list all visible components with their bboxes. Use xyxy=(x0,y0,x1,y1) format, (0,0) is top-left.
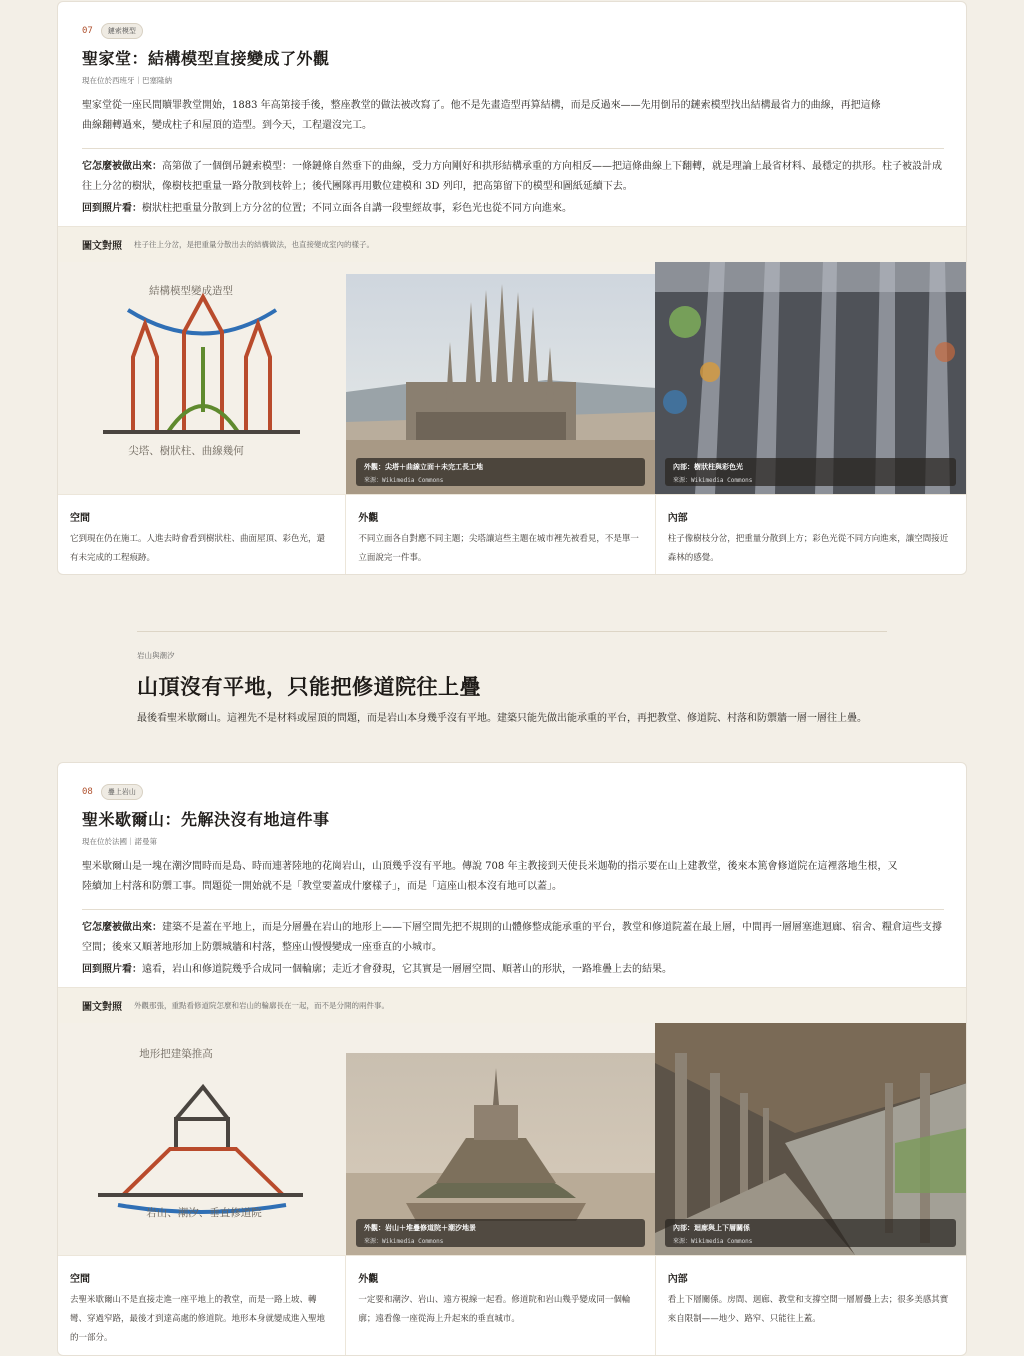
how-text: 建築不是蓋在平地上，而是分層疊在岩山的地形上——下層空間先把不規則的山體修整成能承重的平台，教堂和修道院蓋在最上層，中間再一層層塞進迴廊、宿舍、糧倉這些支撐空間；後來又順著地形加上防禦城牆和村落，整座山慢慢變成一座垂直的小城市。 xyxy=(82,922,942,953)
card-mont-saint-michel xyxy=(57,762,967,1356)
photo-caption xyxy=(665,1219,956,1247)
structure-diagram xyxy=(58,262,346,494)
caption-source: 來源：Wikimedia Commons xyxy=(673,1238,753,1245)
how-label: 它怎麼被做出來： xyxy=(82,161,162,172)
description-columns xyxy=(58,494,966,575)
diagram-top-label: 地形把建築推高 xyxy=(139,1048,213,1060)
image-panels xyxy=(58,1023,966,1255)
how-paragraph xyxy=(82,918,944,958)
column-text: 它到現在仍在施工。人進去時會看到樹狀柱、曲面屋頂、彩色光，還有未完成的工程痕跡。 xyxy=(70,534,326,563)
exterior-photo[interactable] xyxy=(346,1023,655,1255)
strip-text: 外觀那張，重點看修道院怎麼和岩山的輪廓長在一起，而不是分開的兩件事。 xyxy=(134,1001,389,1010)
column-space xyxy=(58,495,345,575)
column-exterior xyxy=(345,495,654,575)
section-text: 最後看聖米歇爾山。這裡先不是材料或屋頂的問題，而是岩山本身幾乎沒有平地。建築只能先做出能承重的平台，再把教堂、修道院、村落和防禦牆一層一層往上疊。 xyxy=(137,713,867,724)
meta-row xyxy=(82,783,942,801)
photo-caption xyxy=(356,1219,645,1247)
column-heading: 內部 xyxy=(667,1274,688,1285)
spire-left xyxy=(133,324,157,430)
caption-title: 外觀：尖塔＋曲線立面＋未完工長工地 xyxy=(364,463,483,471)
structure-diagram-svg xyxy=(58,262,346,494)
spire-right xyxy=(246,324,270,430)
description-columns xyxy=(58,1255,966,1355)
photo-caption xyxy=(356,458,645,486)
photo-caption xyxy=(665,458,956,486)
back-text: 樹狀柱把重量分散到上方分岔的位置；不同立面各自講一段聖經故事，彩色光也從不同方向進來。 xyxy=(142,203,572,214)
caption-source: 來源：Wikimedia Commons xyxy=(673,477,753,484)
exterior-photo[interactable] xyxy=(346,262,655,494)
back-paragraph xyxy=(82,199,944,219)
card-header xyxy=(58,763,966,987)
column-heading: 內部 xyxy=(667,513,688,524)
column-heading: 空間 xyxy=(70,513,90,524)
column-text: 不同立面各自對應不同主題；尖塔讓這些主題在城市裡先被看見，不是單一立面說完一件事。 xyxy=(358,534,639,563)
section-divider xyxy=(137,631,887,632)
interior-photo[interactable] xyxy=(655,1023,966,1255)
strip-label: 圖文對照 xyxy=(82,1002,122,1013)
column-heading: 空間 xyxy=(70,1274,90,1285)
strip-label: 圖文對照 xyxy=(82,241,122,252)
terrain-diagram-svg xyxy=(58,1023,346,1255)
how-paragraph xyxy=(82,157,944,197)
diagram-top-label: 結構模型變成造型 xyxy=(149,285,233,297)
column-heading: 外觀 xyxy=(358,513,379,524)
topic-tag[interactable]: 鏈索模型 xyxy=(101,23,143,39)
location: 現在位於法國｜諾曼第 xyxy=(82,837,157,846)
card-title: 聖家堂：結構模型直接變成了外觀 xyxy=(82,49,330,68)
column-interior xyxy=(655,1256,966,1355)
back-text: 遠看，岩山和修道院幾乎合成同一個輪廓；走近才會發現，它其實是一層層空間、順著山的形狀，一路堆疊上去的結果。 xyxy=(142,964,672,975)
caption-title: 內部：迴廊與上下層關係 xyxy=(673,1224,750,1232)
column-exterior xyxy=(345,1256,654,1355)
column-text: 去聖米歇爾山不是直接走進一座平地上的教堂，而是一路上坡、轉彎、穿過窄路，最後才到達高處的修道院。地形本身就變成進入聖地的一部分。 xyxy=(70,1295,326,1343)
caption-source: 來源：Wikimedia Commons xyxy=(364,1238,444,1245)
abbey-roof xyxy=(176,1087,228,1119)
column-interior xyxy=(655,495,966,575)
image-panels xyxy=(58,262,966,494)
card-number: 08 xyxy=(82,787,93,797)
back-label: 回到照片看： xyxy=(82,203,142,214)
column-text: 一定要和潮汐、岩山、遠方視線一起看。修道院和岩山幾乎變成同一個輪廓；遠看像一座從海上升起來的垂直城市。 xyxy=(358,1295,631,1324)
caption-source: 來源：Wikimedia Commons xyxy=(364,477,444,484)
column-space xyxy=(58,1256,345,1355)
how-label: 它怎麼被做出來： xyxy=(82,922,162,933)
column-heading: 外觀 xyxy=(358,1274,379,1285)
section-kicker: 岩山與潮汐 xyxy=(137,651,175,660)
back-paragraph xyxy=(82,960,944,980)
strip-text: 柱子往上分岔，是把重量分散出去的結構做法，也直接變成室內的樣子。 xyxy=(134,240,374,249)
caption-title: 內部：樹狀柱與彩色光 xyxy=(673,463,743,471)
rock-mountain xyxy=(123,1149,283,1195)
comparison-strip xyxy=(58,226,966,262)
diagram-bottom-label: 岩山、潮汐、垂直修道院 xyxy=(146,1207,262,1219)
topic-tag[interactable]: 疊上岩山 xyxy=(101,784,143,800)
section-title: 山頂沒有平地，只能把修道院往上疊 xyxy=(137,674,481,699)
meta-row xyxy=(82,22,942,40)
section-header xyxy=(137,631,887,729)
card-sagrada-familia xyxy=(57,1,967,575)
diagram-bottom-label: 尖塔、樹狀柱、曲線幾何 xyxy=(128,445,244,457)
card-number: 07 xyxy=(82,26,93,36)
card-header xyxy=(58,2,966,226)
comparison-strip xyxy=(58,987,966,1023)
abbey-body xyxy=(176,1119,228,1149)
divider xyxy=(82,909,944,910)
back-label: 回到照片看： xyxy=(82,964,142,975)
column-text: 看上下層關係。房間、迴廊、教堂和支撐空間一層層疊上去；很多美感其實來自限制——地少、路窄、只能往上蓋。 xyxy=(667,1295,949,1324)
column-text: 柱子像樹枝分岔，把重量分散到上方；彩色光從不同方向進來，讓空間接近森林的感覺。 xyxy=(667,534,949,563)
intro-paragraph: 聖米歇爾山是一塊在潮汐間時而是島、時而連著陸地的花崗岩山，山頂幾乎沒有平地。傳說 708 年主教接到天使長米迦勒的指示要在山上建教堂，後來本篤會修道院在這裡落地生根，又陸續加上村落和防禦工事。問題從一開始就不是「教堂要蓋成什麼樣子」，而是「這座山根本沒有地可以蓋」。 xyxy=(82,861,898,892)
location: 現在位於西班牙｜巴塞隆納 xyxy=(82,76,172,85)
interior-photo[interactable] xyxy=(655,262,966,494)
caption-title: 外觀：岩山＋堆疊修道院＋潮汐地景 xyxy=(364,1224,476,1232)
divider xyxy=(82,148,944,149)
card-title: 聖米歇爾山：先解決沒有地這件事 xyxy=(82,810,330,829)
intro-paragraph: 聖家堂從一座民間贖罪教堂開始，1883 年高第接手後，整座教堂的做法被改寫了。他不是先畫造型再算結構，而是反過來——先用倒吊的鏈索模型找出結構最省力的曲線，再把這條曲線翻轉過來，變成柱子和屋頂的造型。到今天，工程還沒完工。 xyxy=(82,100,881,131)
how-text: 高第做了一個倒吊鏈索模型：一條鏈條自然垂下的曲線，受力方向剛好和拱形結構承重的方向相反——把這條曲線上下翻轉，就是理論上最省材料、最穩定的拱形。柱子被設計成往上分岔的樹狀，像樹枝把重量一路分散到枝幹上；後代團隊再用數位建模和 3D 列印，把高第留下的模型和圖紙延續下去。 xyxy=(82,161,942,192)
terrain-diagram xyxy=(58,1023,346,1255)
